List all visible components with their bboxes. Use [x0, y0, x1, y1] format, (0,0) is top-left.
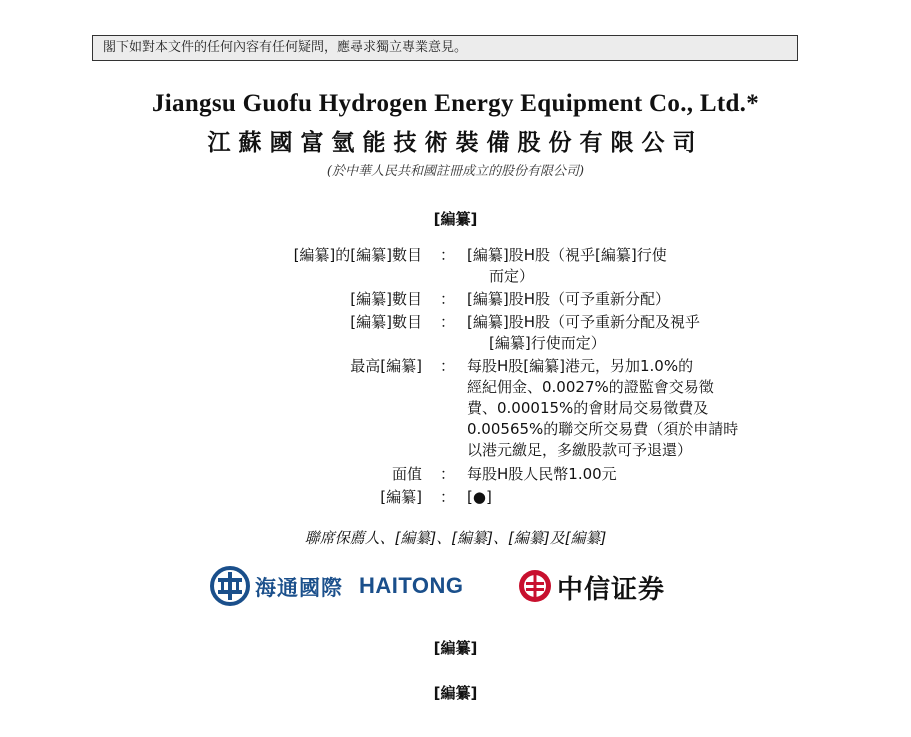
terms-value-line: [編纂]行使而定）: [489, 334, 606, 352]
terms-value: [467, 487, 797, 508]
terms-label: [編纂]數目: [350, 313, 422, 331]
terms-label: [編纂]的[編纂]數目: [293, 246, 422, 264]
joint-sponsors-line: 聯席保薦人、[編纂]、[編纂]、[編纂]及[編纂]: [304, 529, 607, 547]
terms-value: [467, 356, 797, 461]
terms-label: 面值: [391, 465, 422, 483]
company-name-english: Jiangsu Guofu Hydrogen Energy Equipment Co., Ltd.*: [151, 90, 760, 117]
haitong-chinese-name: 海通國際: [255, 576, 343, 600]
terms-colon: ：: [440, 465, 456, 483]
haitong-logo: [210, 564, 480, 610]
terms-value-line: [編纂]股H股（視乎[編纂]行使: [467, 246, 667, 264]
disclaimer-notice: 閣下如對本文件的任何內容有任何疑問，應尋求獨立專業意見。: [92, 35, 798, 61]
terms-label: [編纂]數目: [350, 290, 422, 308]
terms-value-line: 而定）: [489, 267, 535, 285]
terms-label: 最高[編纂]: [350, 357, 422, 375]
footer-heading-first: [編纂]: [433, 639, 478, 657]
terms-value-line: 每股H股[編纂]港元，另加1.0%的: [467, 357, 694, 375]
terms-value-line: 0.00565%的聯交所交易費（須於申請時: [467, 420, 739, 438]
terms-colon: ：: [440, 313, 456, 331]
terms-colon: ：: [440, 246, 456, 264]
haitong-english-name: HAITONG: [359, 573, 464, 598]
offering-heading: [編纂]: [433, 210, 478, 228]
incorporation-note: (於中華人民共和國註冊成立的股份有限公司): [326, 164, 585, 179]
terms-value: [467, 289, 797, 310]
terms-value-line: 以港元繳足，多繳股款可予退還）: [467, 441, 693, 459]
citic-chinese-name: 中信证券: [557, 575, 666, 605]
terms-value: [467, 464, 797, 485]
terms-colon: ：: [440, 488, 456, 506]
haitong-emblem-icon: [210, 566, 250, 606]
terms-colon: ：: [440, 290, 456, 308]
terms-value: [467, 245, 797, 287]
terms-colon: ：: [440, 357, 456, 375]
citic-emblem-icon: [517, 568, 553, 604]
terms-label: [編纂]: [380, 488, 422, 506]
terms-value-line: 每股H股人民幣1.00元: [467, 465, 617, 483]
terms-value-line: [●]: [467, 488, 492, 506]
terms-value-line: [編纂]股H股（可予重新分配及視乎: [467, 313, 700, 331]
terms-value: [467, 312, 797, 354]
terms-value-line: 費、0.00015%的會財局交易徵費及: [467, 399, 709, 417]
company-name-chinese: 江蘇國富氫能技術裝備股份有限公司: [207, 130, 704, 156]
citic-logo: [517, 564, 697, 610]
terms-value-line: [編纂]股H股（可予重新分配）: [467, 290, 670, 308]
terms-value-line: 經紀佣金、0.0027%的證監會交易徵: [467, 378, 714, 396]
footer-heading-second: [編纂]: [433, 684, 478, 702]
